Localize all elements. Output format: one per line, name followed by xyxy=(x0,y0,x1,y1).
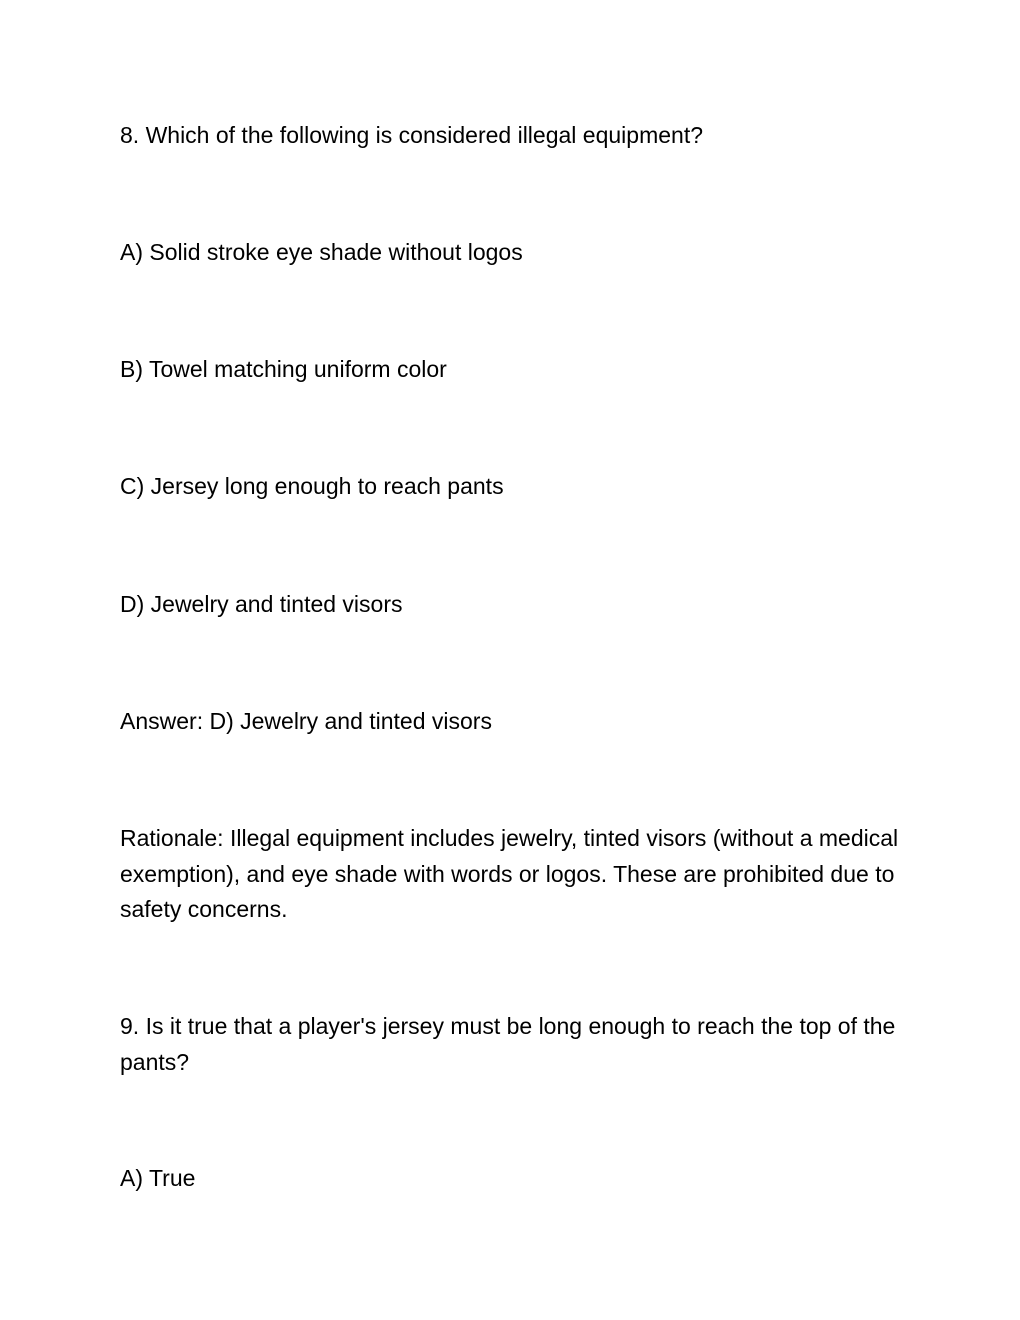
question-8-answer: Answer: D) Jewelry and tinted visors xyxy=(120,708,492,734)
question-8-option-b: B) Towel matching uniform color xyxy=(120,356,447,382)
question-9-option-a: A) True xyxy=(120,1165,196,1191)
question-8-rationale: Rationale: Illegal equipment includes jewelry, tinted visors (without a medical exemption), and eye shade with words or logos. These are prohibited due to safety concerns. xyxy=(120,825,899,922)
question-8-option-c: C) Jersey long enough to reach pants xyxy=(120,473,504,499)
question-9-prompt: 9. Is it true that a player's jersey must be long enough to reach the top of the pants? xyxy=(120,1013,896,1075)
question-8-option-a: A) Solid stroke eye shade without logos xyxy=(120,239,523,265)
question-8-prompt: 8. Which of the following is considered illegal equipment? xyxy=(120,122,703,148)
question-8-option-d: D) Jewelry and tinted visors xyxy=(120,591,403,617)
